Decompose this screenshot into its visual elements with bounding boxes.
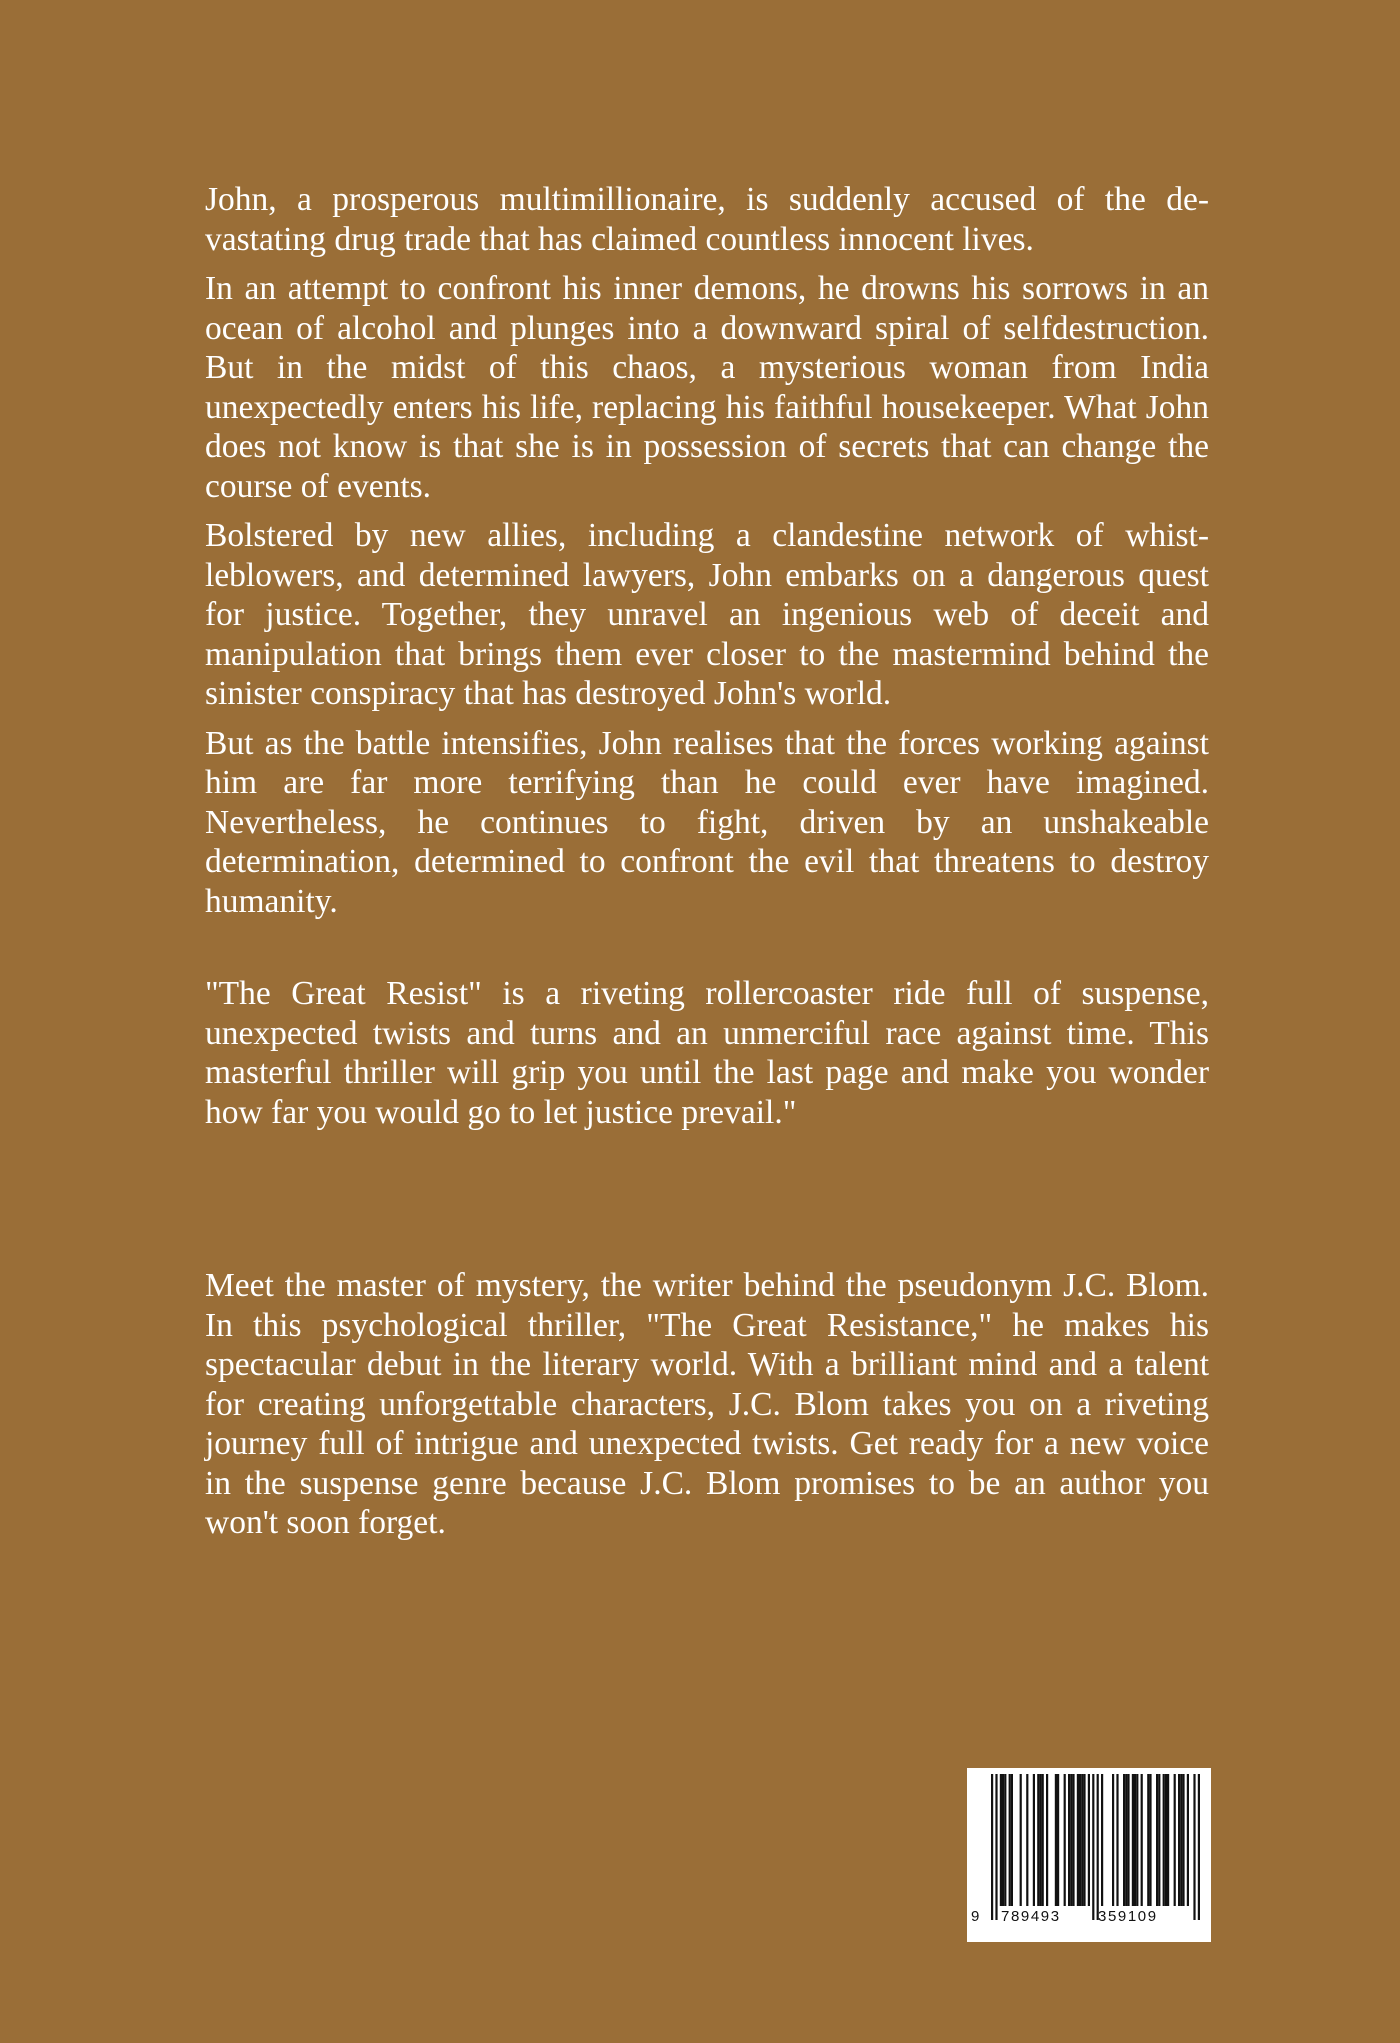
review-quote [205, 974, 1209, 1142]
synopsis [205, 180, 1209, 931]
barcode-bar [1136, 1774, 1138, 1906]
barcode-bar [1072, 1774, 1074, 1906]
barcode-bar [1174, 1774, 1176, 1906]
barcode-bar [1004, 1774, 1006, 1906]
author-bio-text: Meet the master of mystery, the writer behind the pseudonym J.C. Blom. In this psychological thriller, "The Great Resistance," he makes his spectacular debut in the literary world. With a brilliant mind and a talent for creating unforgettable characters, J.C. Blom takes you on a riveting journey full of intrigue and unexpected twists. Get ready for a new voice in the suspense genre because J.C. Blom promises to be an author you won't soon forget. [205, 1267, 1209, 1541]
barcode-bar [1020, 1774, 1022, 1906]
barcode-bar [1042, 1774, 1044, 1906]
barcode-bar [1134, 1774, 1136, 1906]
barcode-bar [1116, 1774, 1118, 1906]
barcode-bar [1070, 1774, 1072, 1906]
barcode-bar [1000, 1774, 1002, 1906]
barcode-guard-bar [1198, 1774, 1200, 1920]
barcode-bar [1033, 1774, 1035, 1906]
barcode-bar [1158, 1774, 1160, 1906]
barcode-bar [1180, 1774, 1182, 1906]
barcode-bar [1112, 1774, 1114, 1906]
barcode-guard-bar [1092, 1774, 1094, 1920]
barcode-bar [1182, 1774, 1184, 1906]
barcode-bar [1132, 1774, 1134, 1906]
synopsis-paragraph-2: In an attempt to confront his inner demons, he drowns his sorrows in an ocean of alcohol and plunges into a downward spiral of selfdestruction. But in the midst of this chaos, a mysterious woman from India unexpectedly enters his life, replacing his faithful housekeeper. What John does not know is that she is in possession of secrets that can change the course of events. [205, 270, 1209, 505]
barcode-guard-bar [1097, 1774, 1099, 1920]
barcode-bar [1055, 1774, 1057, 1906]
barcode-bar [1141, 1774, 1143, 1906]
barcode-guard-bar [995, 1774, 997, 1920]
barcode-bar [1068, 1774, 1070, 1906]
barcode-bar [1088, 1774, 1090, 1906]
barcode-bar [1123, 1774, 1125, 1906]
barcode-bar [1187, 1774, 1189, 1906]
synopsis-paragraph-1: John, a prosperous multimillionaire, is suddenly accused of the devastating drug trade that has claimed countless innocent lives. [205, 181, 1209, 258]
barcode-bar [1163, 1774, 1165, 1906]
barcode-bar [1079, 1774, 1081, 1906]
barcode-bar [1077, 1774, 1079, 1906]
barcode-bar [1156, 1774, 1158, 1906]
barcode-bar [1083, 1774, 1085, 1906]
barcode-bar [1149, 1774, 1151, 1906]
barcode-bar [1165, 1774, 1167, 1906]
barcode-bar [1039, 1774, 1041, 1906]
barcode-bar [1002, 1774, 1004, 1906]
barcode-right-digits: 359109 [1098, 1908, 1158, 1925]
barcode-bar [1026, 1774, 1028, 1906]
barcode-bar [1167, 1774, 1169, 1906]
barcode-bar [1125, 1774, 1127, 1906]
author-bio [205, 1266, 1209, 1553]
barcode-bar [1057, 1774, 1059, 1906]
barcode-first-digit: 9 [971, 1908, 981, 1925]
synopsis-paragraph-4: But as the battle intensifies, John realises that the forces working against him are far more terrifying than he could ever have imagined. Nevertheless, he continues to fight, driven by an unshakeable determination, determined to confront the evil that threatens to destroy humanity. [205, 724, 1209, 920]
synopsis-paragraph-3: Bolstered by new allies, including a clandestine network of whistleblowers, and determined lawyers, John embarks on a dangerous quest for justice. Together, they unravel an ingenious web of deceit and manipulation that brings them ever closer to the mastermind behind the sinister conspiracy that has destroyed John's world. [205, 517, 1209, 712]
barcode-bar [1046, 1774, 1048, 1906]
barcode-left-digits: 789493 [1001, 1908, 1061, 1925]
barcode-bar [1147, 1774, 1149, 1906]
barcode-bar [1081, 1774, 1083, 1906]
barcode-guard-bar [991, 1774, 993, 1920]
barcode-bar [1037, 1774, 1039, 1906]
isbn-barcode [967, 1768, 1211, 1942]
review-quote-text: "The Great Resist" is a riveting rollercoaster ride full of suspense, unexpected twists and turns and an unmerciful race against time. This masterful thriller will grip you until the last page and make you wonder how far you would go to let justice prevail." [205, 975, 1209, 1131]
barcode-bar [1009, 1774, 1011, 1906]
barcode-bar [1127, 1774, 1129, 1906]
barcode-bar [1064, 1774, 1066, 1906]
barcode-guard-bar [1193, 1774, 1195, 1920]
barcode-bar [1101, 1774, 1103, 1906]
barcode-bar [1011, 1774, 1013, 1906]
barcode-bar [1178, 1774, 1180, 1906]
